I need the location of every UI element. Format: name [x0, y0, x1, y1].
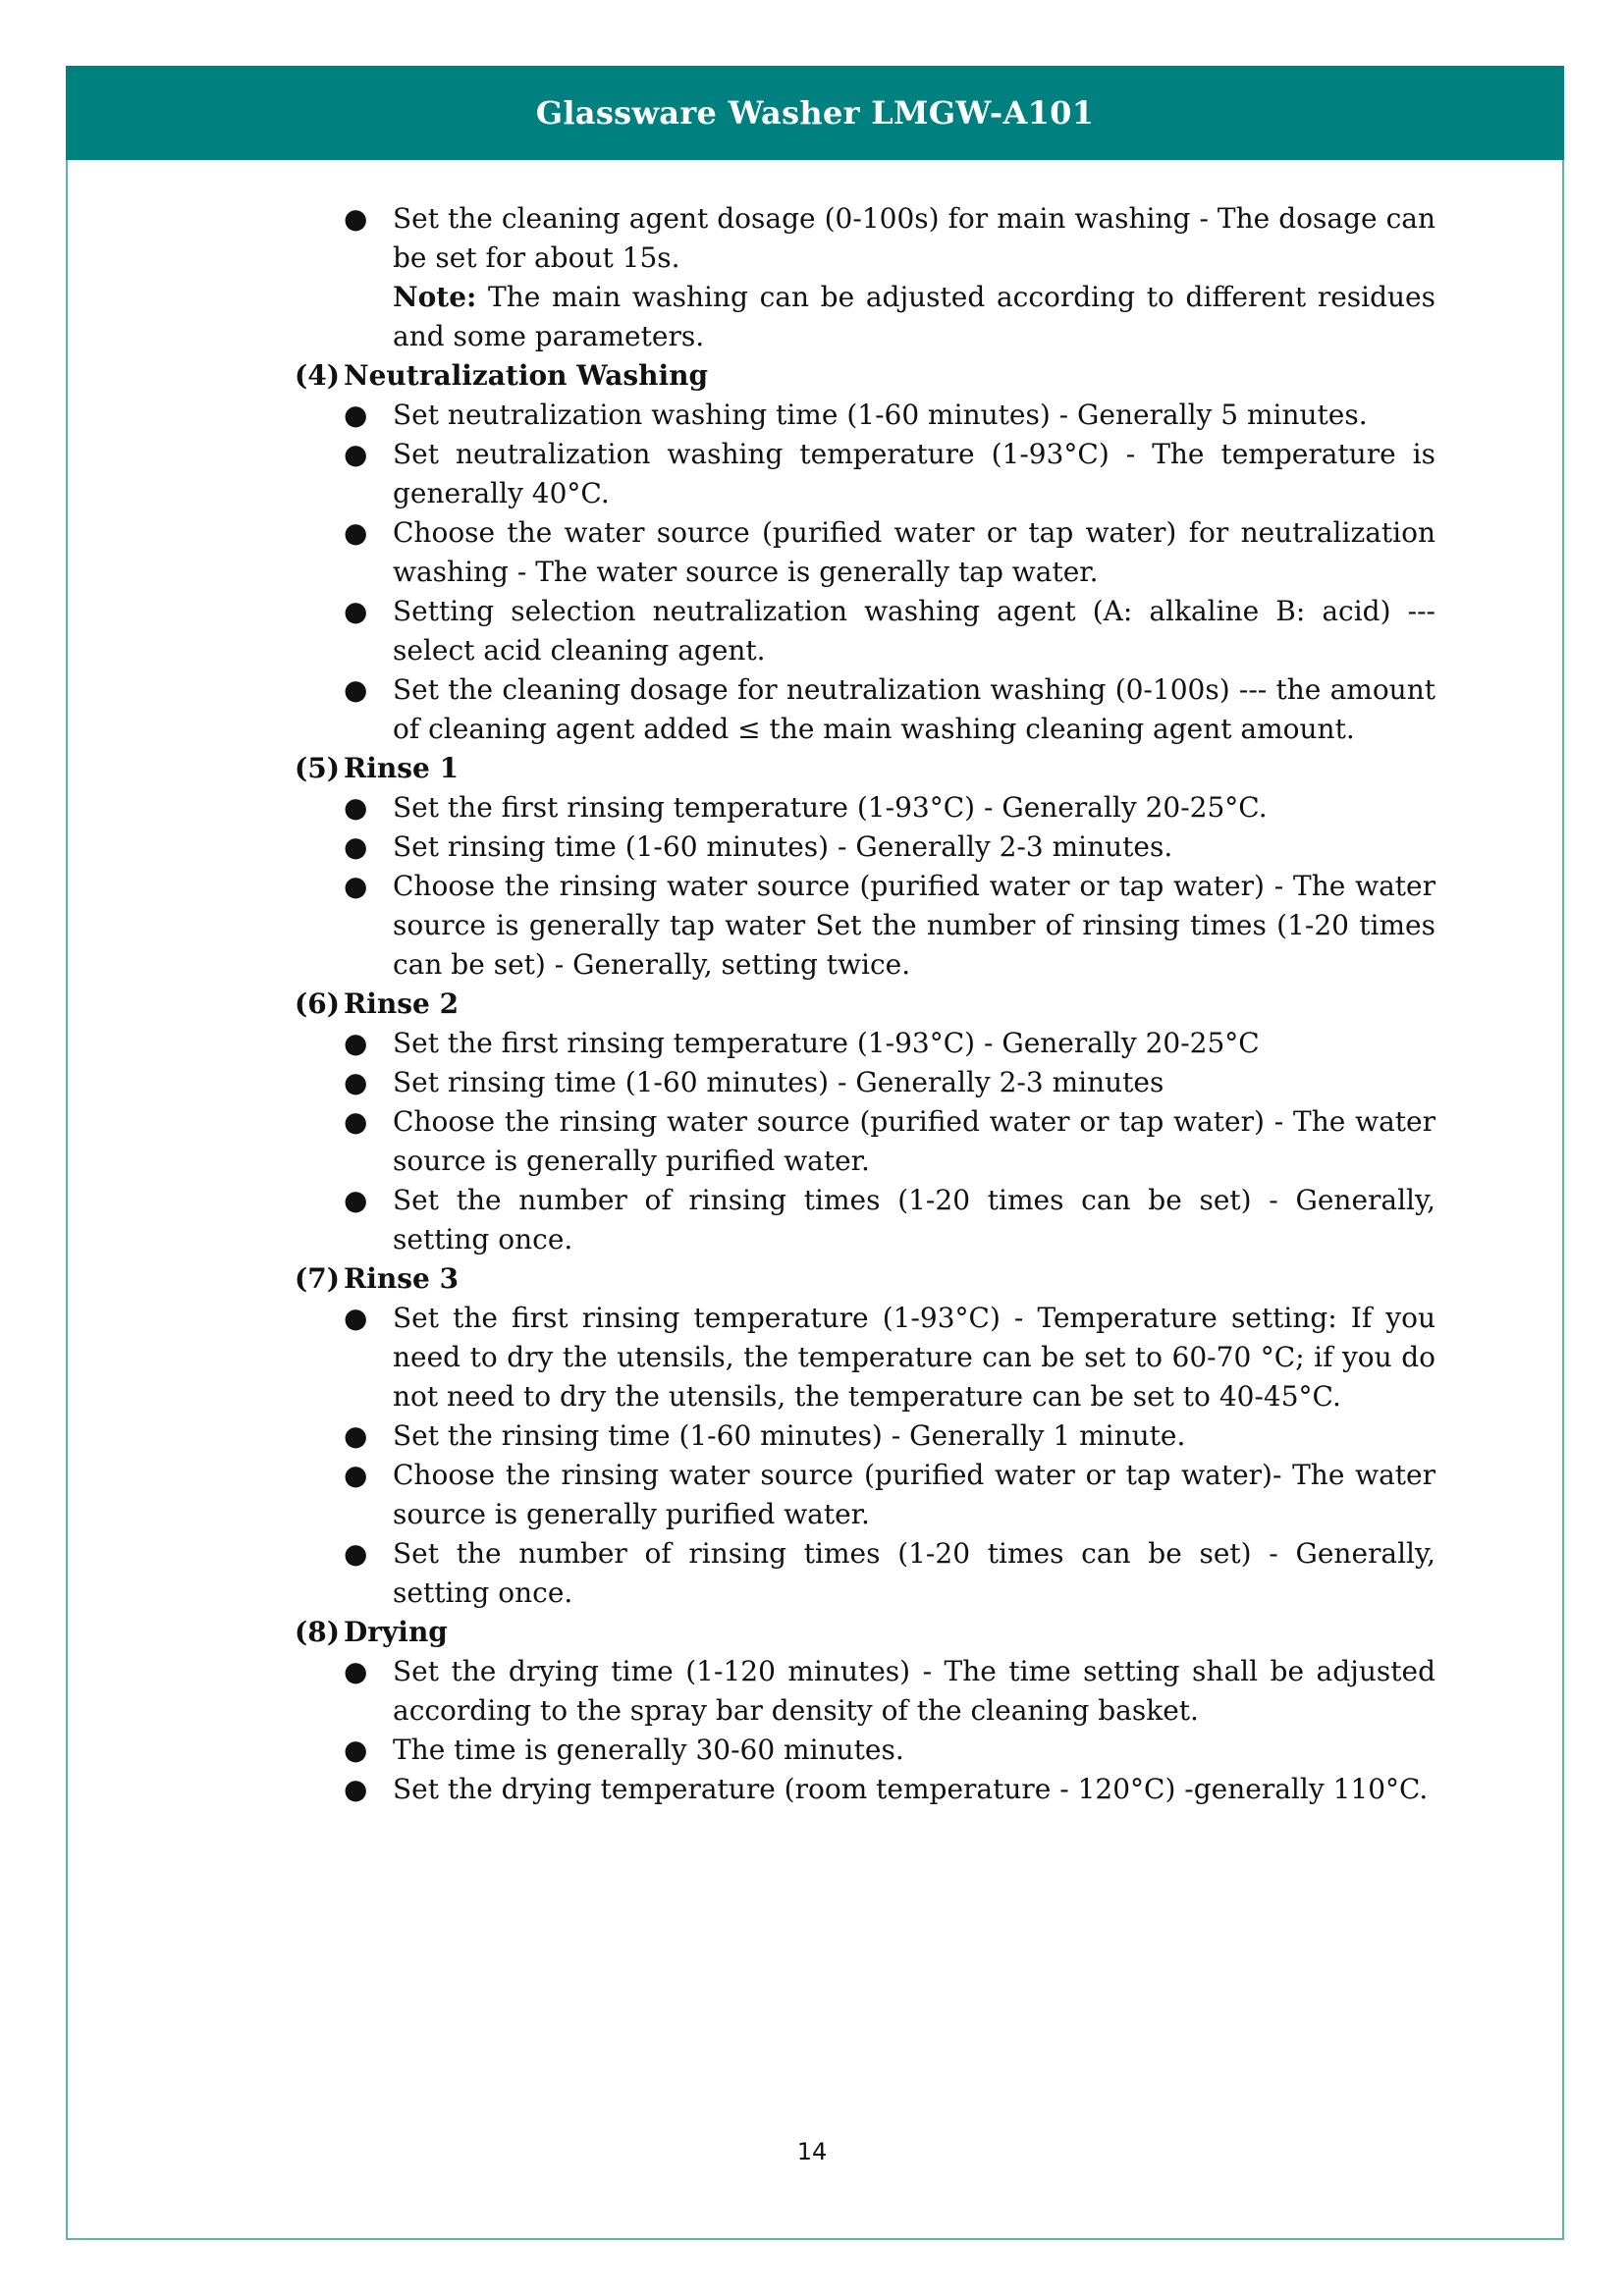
- section-bullet-list: [295, 1652, 1435, 1809]
- bullet-icon: ●: [344, 1027, 368, 1059]
- bullet-icon: ●: [344, 791, 368, 824]
- bullet-icon: ●: [344, 1734, 368, 1766]
- list-item-text: Set the cleaning agent dosage (0-100s) for main washing - The dosage can be set for about 15s.: [393, 202, 1435, 274]
- bullet-icon: ●: [344, 595, 368, 627]
- list-item: [344, 1024, 1435, 1063]
- list-item: [344, 1102, 1435, 1181]
- list-item: [344, 1416, 1435, 1456]
- note-label: Note:: [393, 281, 477, 313]
- bullet-icon: ●: [344, 1184, 368, 1216]
- note-paragraph: [393, 278, 1435, 356]
- section-heading: [295, 1259, 1435, 1299]
- list-item-text: Choose the rinsing water source (purified water or tap water) - The water source is generally tap water Set the number of rinsing times (1-20 times can be set) - Generally, setting twice.: [393, 870, 1435, 981]
- section-bullet-list: [295, 1024, 1435, 1259]
- list-item-text: Set neutralization washing time (1-60 minutes) - Generally 5 minutes.: [393, 399, 1368, 431]
- bullet-icon: ●: [344, 399, 368, 431]
- bullet-icon: ●: [344, 1655, 368, 1687]
- list-item-text: Set the first rinsing temperature (1-93°C) - Temperature setting: If you need to dry the utensils, the temperature can be set to 60-70 °C; if you do not need to dry the utensils, the temperature can be set to 40-45°C.: [393, 1302, 1435, 1413]
- section-heading: [295, 985, 1435, 1024]
- list-item-text: Set the rinsing time (1-60 minutes) - Generally 1 minute.: [393, 1419, 1186, 1452]
- sections-container: [295, 356, 1435, 1809]
- bullet-icon: ●: [344, 1459, 368, 1491]
- section-number: (6): [295, 988, 340, 1020]
- list-item-text: Choose the rinsing water source (purified water or tap water) - The water source is generally purified water.: [393, 1105, 1435, 1177]
- page-title: Glassware Washer LMGW-A101: [535, 94, 1095, 132]
- section-heading: [295, 356, 1435, 396]
- section-number: (7): [295, 1262, 340, 1295]
- note-text: The main washing can be adjusted according to different residues and some parameters.: [393, 281, 1435, 352]
- list-item: [344, 828, 1435, 867]
- list-item: [344, 1652, 1435, 1731]
- section-title: Rinse 2: [344, 988, 460, 1020]
- list-item-text: Choose the water source (purified water or tap water) for neutralization washing - The water source is generally tap water.: [393, 516, 1435, 588]
- list-item: [344, 788, 1435, 828]
- section-number: (5): [295, 752, 340, 784]
- list-item-text: Set the drying time (1-120 minutes) - The time setting shall be adjusted according to the spray bar density of the cleaning basket.: [393, 1655, 1435, 1727]
- list-item: [344, 396, 1435, 435]
- list-item: [344, 1456, 1435, 1534]
- list-item-text: Set the number of rinsing times (1-20 times can be set) - Generally, setting once.: [393, 1537, 1435, 1609]
- bullet-icon: ●: [344, 516, 368, 549]
- list-item: [344, 513, 1435, 592]
- section-title: Neutralization Washing: [344, 359, 709, 392]
- section-bullet-list: [295, 396, 1435, 749]
- section-title: Rinse 1: [344, 752, 460, 784]
- bullet-icon: ●: [344, 438, 368, 470]
- bullet-icon: ●: [344, 1773, 368, 1805]
- section-bullet-list: [295, 788, 1435, 985]
- bullet-icon: ●: [344, 830, 368, 863]
- document-body: [295, 199, 1435, 1809]
- list-item: [344, 670, 1435, 749]
- list-item-text: Set neutralization washing temperature (1-93°C) - The temperature is generally 40°C.: [393, 438, 1435, 509]
- bullet-icon: ●: [344, 1066, 368, 1098]
- bullet-icon: ●: [344, 1105, 368, 1138]
- list-item-text: Set the number of rinsing times (1-20 times can be set) - Generally, setting once.: [393, 1184, 1435, 1255]
- list-item: [344, 1063, 1435, 1102]
- page-number: 14: [796, 2138, 828, 2165]
- list-item-text: Setting selection neutralization washing agent (A: alkaline B: acid) --- select acid cleaning agent.: [393, 595, 1435, 667]
- list-item-text: Set rinsing time (1-60 minutes) - Generally 2-3 minutes: [393, 1066, 1164, 1098]
- page-header: [66, 66, 1564, 160]
- section-title: Drying: [344, 1616, 448, 1648]
- section-number: (4): [295, 359, 340, 392]
- list-item: [344, 592, 1435, 670]
- list-item-text: The time is generally 30-60 minutes.: [393, 1734, 904, 1766]
- list-item: [344, 199, 1435, 278]
- section-heading: [295, 749, 1435, 788]
- list-item-text: Set the first rinsing temperature (1-93°C) - Generally 20-25°C: [393, 1027, 1260, 1059]
- list-item-text: Choose the rinsing water source (purified water or tap water)- The water source is generally purified water.: [393, 1459, 1435, 1530]
- bullet-icon: ●: [344, 202, 368, 235]
- list-item-text: Set the first rinsing temperature (1-93°C) - Generally 20-25°C.: [393, 791, 1268, 824]
- bullet-icon: ●: [344, 1302, 368, 1334]
- bullet-icon: ●: [344, 1537, 368, 1570]
- list-item: [344, 867, 1435, 985]
- section-title: Rinse 3: [344, 1262, 460, 1295]
- intro-bullet-list: [295, 199, 1435, 278]
- list-item: [344, 435, 1435, 513]
- bullet-icon: ●: [344, 673, 368, 706]
- section-heading: [295, 1613, 1435, 1652]
- list-item: [344, 1770, 1435, 1809]
- list-item: [344, 1181, 1435, 1259]
- list-item-text: Set the drying temperature (room temperature - 120°C) -generally 110°C.: [393, 1773, 1429, 1805]
- bullet-icon: ●: [344, 1419, 368, 1452]
- section-bullet-list: [295, 1299, 1435, 1613]
- list-item-text: Set the cleaning dosage for neutralization washing (0-100s) --- the amount of cleaning agent added ≤ the main washing cleaning agent amount.: [393, 673, 1435, 745]
- section-number: (8): [295, 1616, 340, 1648]
- list-item: [344, 1731, 1435, 1770]
- list-item-text: Set rinsing time (1-60 minutes) - Generally 2-3 minutes.: [393, 830, 1173, 863]
- bullet-icon: ●: [344, 870, 368, 902]
- list-item: [344, 1534, 1435, 1613]
- list-item: [344, 1299, 1435, 1416]
